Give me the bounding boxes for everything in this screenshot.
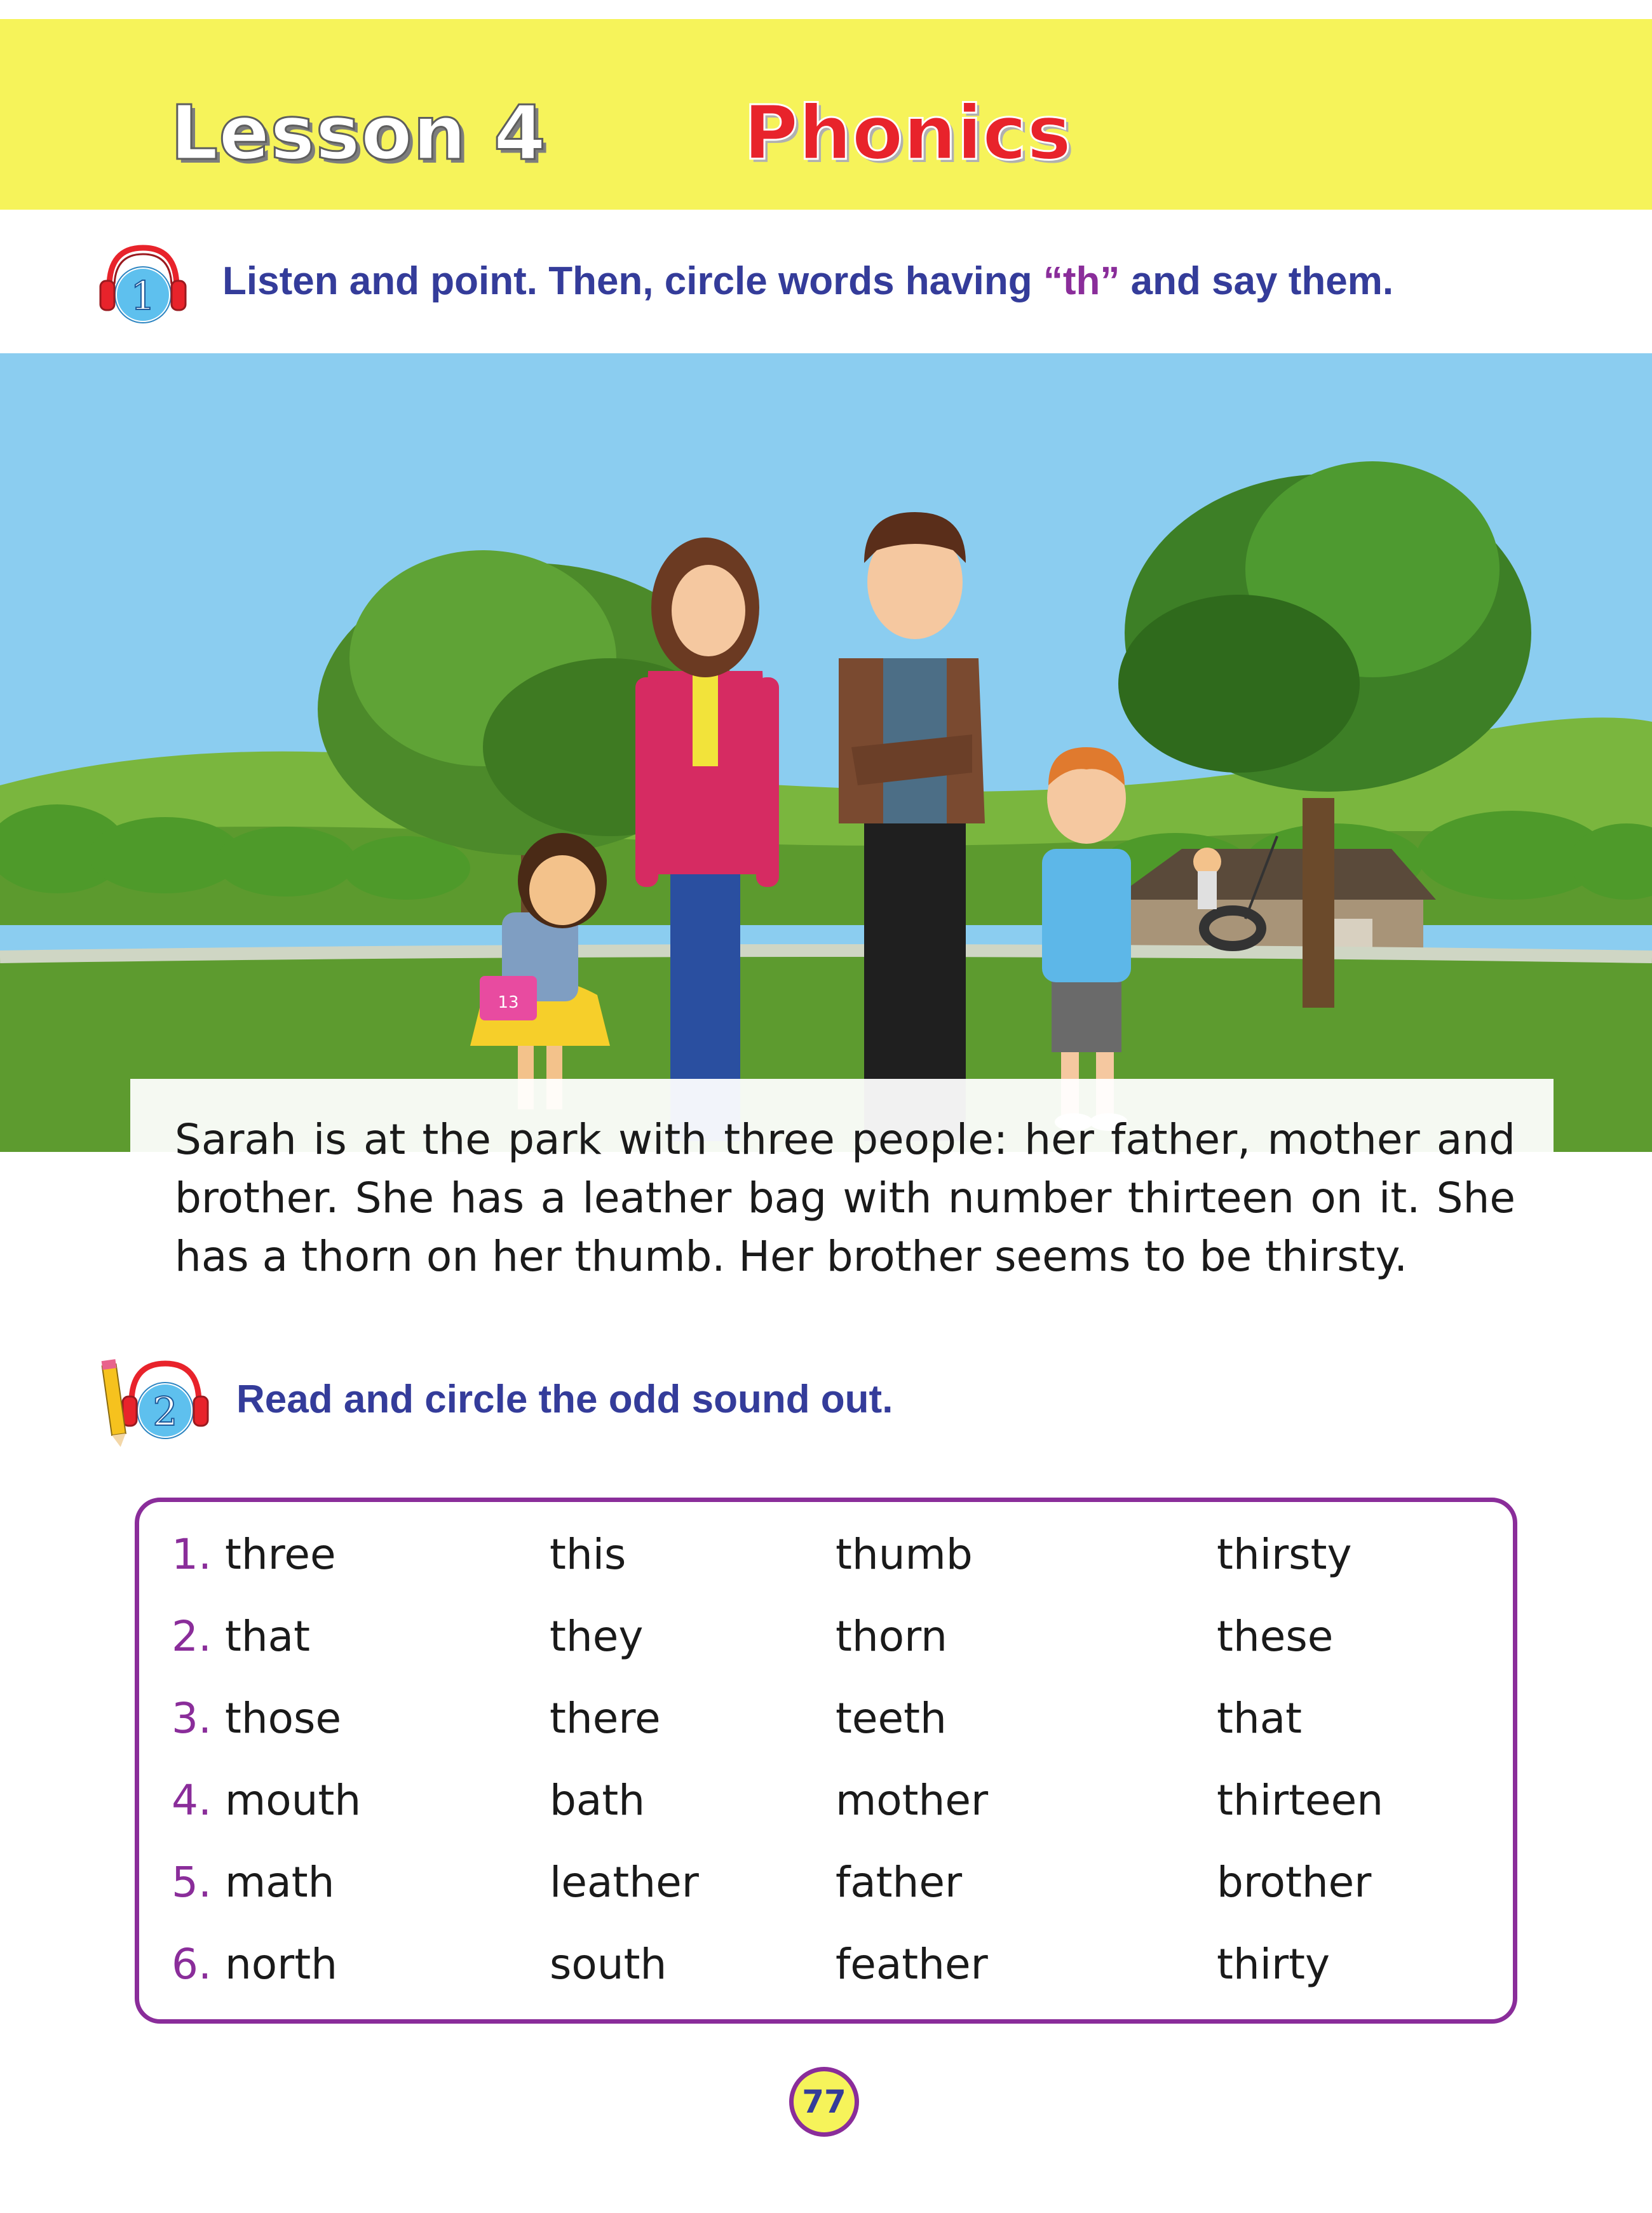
word-cell[interactable]: feather [836,1940,988,1989]
word-row [0,1769,1652,1832]
word-row [0,1851,1652,1914]
word-cell[interactable] [172,1687,341,1750]
word-cell[interactable] [172,1851,334,1914]
exercise2-instruction: Read and circle the odd sound out. [236,1377,893,1421]
word-cell[interactable] [172,1605,310,1668]
row-number: 3. [172,1694,212,1743]
word: north [224,1940,338,1989]
word-cell[interactable]: thirteen [1217,1776,1384,1825]
instruction-text: Listen and point. Then, circle words having [222,259,1043,303]
word: that [224,1612,310,1661]
word-cell[interactable]: brother [1217,1858,1372,1907]
exercise2-number: 2 [152,1388,178,1435]
word: math [224,1858,335,1907]
word-cell[interactable]: that [1217,1694,1303,1743]
word-row [0,1605,1652,1668]
story-paragraph: Sarah is at the park with three people: her father, mother and brother. She has a leather bag with number thirteen on it. She has a thorn on her thumb. Her brother seems to be thirsty. [175,1115,1515,1281]
word-cell[interactable]: teeth [836,1694,947,1743]
word-cell[interactable]: these [1217,1612,1334,1661]
word-cell[interactable]: south [550,1940,667,1989]
lesson-title: Lesson 4 [170,89,546,177]
word-row [0,1933,1652,1996]
word-cell[interactable]: bath [550,1776,646,1825]
word-cell[interactable]: they [550,1612,644,1661]
row-number: 4. [172,1776,212,1825]
word-cell[interactable]: this [550,1530,626,1579]
bag-number: 13 [498,993,519,1012]
exercise1-instruction [222,259,1394,303]
word: those [224,1694,342,1743]
word-row [0,1687,1652,1750]
exercise1-number: 1 [130,273,156,319]
word-cell[interactable]: thorn [836,1612,947,1661]
word-row [0,1523,1652,1587]
word-cell[interactable]: thirsty [1217,1530,1352,1579]
th-highlight: “th” [1043,259,1120,303]
page-number: 77 [789,2067,859,2137]
word: mouth [224,1776,362,1825]
word-cell[interactable]: mother [836,1776,989,1825]
word: three [224,1530,336,1579]
instruction-text-end: and say them. [1120,259,1394,303]
row-number: 6. [172,1940,212,1989]
pencil-headphones-icon [98,1352,213,1447]
word-cell[interactable] [172,1769,361,1832]
word-cell[interactable]: father [836,1858,963,1907]
row-number: 5. [172,1858,212,1907]
word-cell[interactable]: leather [550,1858,699,1907]
word-cell[interactable]: thirty [1217,1940,1330,1989]
row-number: 2. [172,1612,212,1661]
word-cell[interactable] [172,1933,337,1996]
word-cell[interactable]: thumb [836,1530,973,1579]
row-number: 1. [172,1530,212,1579]
word-cell[interactable]: there [550,1694,661,1743]
headphones-icon [95,236,191,332]
park-illustration [0,353,1652,1152]
topic-title: Phonics [743,89,1072,177]
word-cell[interactable] [172,1523,336,1587]
